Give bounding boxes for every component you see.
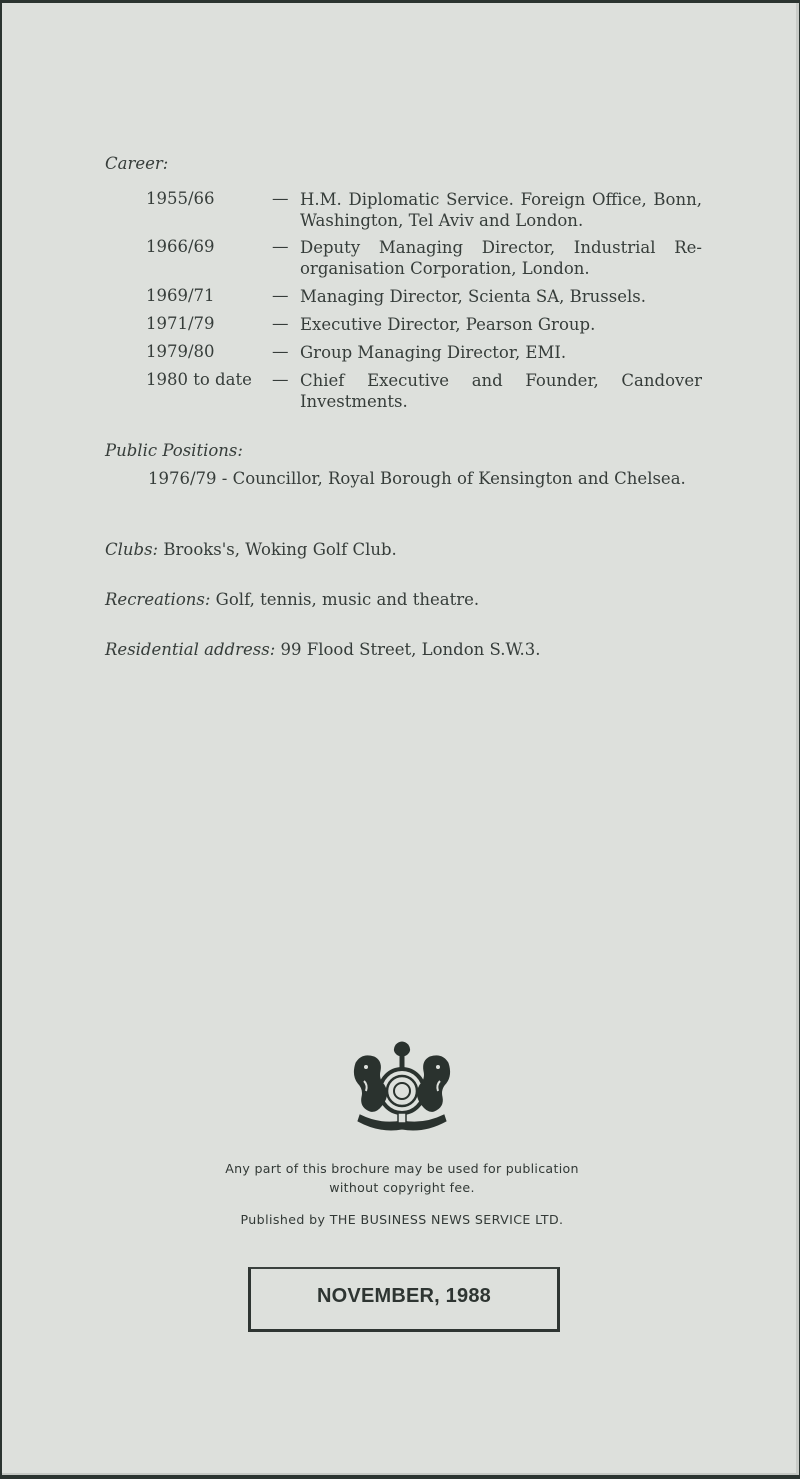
career-dash: — bbox=[272, 314, 289, 333]
copyright-notice bbox=[162, 1159, 642, 1197]
career-years: 1980 to date bbox=[146, 370, 252, 389]
career-dash: — bbox=[272, 237, 289, 256]
career-description: Executive Director, Pearson Group. bbox=[300, 315, 596, 334]
publisher-line: Published by THE BUSINESS NEWS SERVICE LTD. bbox=[240, 1212, 564, 1227]
career-entry bbox=[146, 189, 706, 233]
career-years: 1979/80 bbox=[146, 342, 215, 361]
career-entry bbox=[146, 286, 706, 308]
notice-line-2: without copyright fee. bbox=[329, 1180, 475, 1195]
career-entry bbox=[146, 370, 706, 414]
clubs-label: Clubs: bbox=[105, 540, 159, 559]
career-years: 1955/66 bbox=[146, 189, 215, 208]
recreations-text: Golf, tennis, music and theatre. bbox=[215, 590, 480, 609]
career-label: Career: bbox=[105, 154, 169, 173]
career-entry bbox=[146, 342, 706, 364]
career-years: 1971/79 bbox=[146, 314, 215, 333]
career-dash: — bbox=[272, 342, 289, 361]
date-box bbox=[248, 1267, 560, 1332]
career-dash: — bbox=[272, 370, 289, 389]
career-entry bbox=[146, 314, 706, 336]
brochure-page bbox=[2, 3, 799, 1475]
publication-date: NOVEMBER, 1988 bbox=[317, 1285, 491, 1307]
clubs-line bbox=[105, 540, 397, 559]
career-years: 1969/71 bbox=[146, 286, 215, 305]
recreations-line bbox=[105, 590, 479, 609]
career-description: H.M. Diplomatic Service. Foreign Office, Bonn, Washington, Tel Aviv and London. bbox=[300, 190, 702, 230]
notice-line-1: Any part of this brochure may be used for publication bbox=[225, 1161, 579, 1176]
public-positions-text: 1976/79 - Councillor, Royal Borough of Kensington and Chelsea. bbox=[148, 469, 686, 488]
career-dash: — bbox=[272, 286, 289, 305]
career-years: 1966/69 bbox=[146, 237, 215, 256]
residential-text: 99 Flood Street, London S.W.3. bbox=[280, 640, 541, 659]
career-description: Managing Director, Scienta SA, Brussels. bbox=[300, 287, 646, 306]
recreations-label: Recreations: bbox=[105, 590, 211, 609]
career-description: Chief Executive and Founder, Candover Investments. bbox=[300, 371, 702, 411]
residential-line bbox=[105, 640, 541, 659]
public-positions-label: Public Positions: bbox=[105, 441, 243, 460]
career-description: Deputy Managing Director, Industrial Re-organisation Corporation, London. bbox=[300, 238, 702, 278]
clubs-text: Brooks's, Woking Golf Club. bbox=[163, 540, 397, 559]
career-entry bbox=[146, 237, 706, 281]
career-description: Group Managing Director, EMI. bbox=[300, 343, 567, 362]
royal-coat-of-arms-icon bbox=[350, 1041, 454, 1131]
residential-label: Residential address: bbox=[105, 640, 276, 659]
career-dash: — bbox=[272, 189, 289, 208]
